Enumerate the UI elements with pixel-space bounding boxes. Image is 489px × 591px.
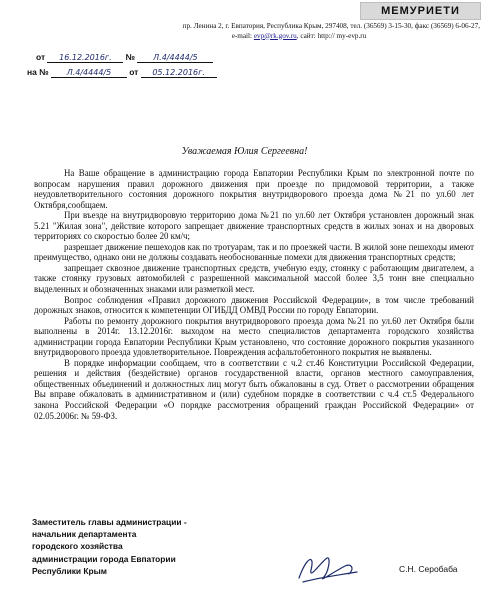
position-line: Заместитель главы администрации -: [32, 517, 187, 527]
letter-body: [34, 168, 474, 421]
letterhead-address: [118, 22, 480, 41]
out-from-label: от: [36, 52, 46, 62]
in-number-handwritten: Л.4/4444/5: [51, 68, 127, 78]
contact-line: [118, 32, 480, 42]
paragraph: На Ваше обращение в администрацию города Евпатории Республики Крым по электронной почте по вопросам нарушения правил дорожного движения при проезде по придомовой территории, а также неудовлетворительного состояния дорожного покрытия внутридворового проезда дома №21 по ул.60 лет Октября,сообщаем.: [34, 168, 474, 210]
position-line: Республики Крым: [32, 565, 107, 576]
paragraph: В порядке информации сообщаем, что в соответствии с ч.2 ст.46 Конституции Российской Федерации, решения и действия (бездействие) органов государственной власти, органов местного самоуправления, общественных объединений и должностных лиц могут быть обжалованы в суд. Ответ о рассмотрении обращения Вы вправе обжаловать в административном и (или) судебном порядке в соответствии с ч.4 ст.5 Федерального закона Российской Федерации «О порядке рассмотрения обращений граждан Российской Федерации» от 02.05.2006г. № 59-ФЗ.: [34, 357, 474, 421]
salutation: Уважаемая Юлия Сергеевна!: [181, 146, 308, 157]
outgoing-registration: [36, 52, 213, 63]
in-date-handwritten: 05.12.2016г.: [141, 68, 217, 78]
out-no-label: №: [125, 52, 136, 62]
email-link[interactable]: evp@rk.gov.ru: [253, 31, 297, 40]
email-label: e-mail:: [231, 31, 253, 40]
in-from-label: от: [129, 67, 139, 77]
position-line: начальник департамента: [32, 529, 137, 540]
out-date-handwritten: 16.12.2016г.: [47, 53, 123, 63]
signatory-position: [32, 516, 232, 577]
paragraph: запрещает сквозное движение транспортных средств, учебную езду, стоянку с работающим двигателем, а также стоянку грузовых автомобилей с разрешенной максимальной массой более 3,5 тонн вне специально выделенных и обозначенных знаками или разметкой мест.: [34, 262, 474, 295]
paragraph: При въезде на внутридворовую территорию дома №21 по ул.60 лет Октября установлен дорожный знак 5.21 "Жилая зона", действие которого запрещает движение транспортных средств в жилых зонах и на дворовых территориях со скоростью более 20 км/ч;: [34, 210, 474, 242]
incoming-registration: [27, 67, 217, 78]
position-line: городского хозяйства: [32, 541, 123, 552]
paragraph: Работы по ремонту дорожного покрытия внутридворового проезда дома №21 по ул.60 лет Октября были выполнены в 2014г. 13.12.2016г. выходом на место специалистов департамента городского хозяйства администрации города Евпатории Республики Крым установлено, что состояние дорожного покрытия указанного внутридворового проезда удовлетворительное. Повреждения асфальтобетонного покрытия не выявлены.: [34, 315, 474, 358]
handwritten-signature-icon: [293, 548, 363, 588]
signatory-name: С.Н. Серобаба: [399, 564, 458, 574]
address-line: пр. Ленина 2, г. Евпатория, Республика Крым, 297408, тел. (36569) 3-15-30, факс (36569) 6-06-27,: [182, 22, 480, 30]
paragraph: Вопрос соблюдения «Правил дорожного движения Российской Федерации», в том числе требований дорожных знаков, относится к компетенции ОГИБДД ОМВД России по городу Евпатории.: [34, 294, 474, 316]
position-line: администрации города Евпатории: [32, 553, 176, 564]
in-no-label: на №: [27, 67, 49, 77]
header-badge: МЕМУРИЕТИ: [360, 2, 481, 20]
paragraph: разрешает движение пешеходов как по тротуарам, так и по проезжей части. В жилой зоне пешеходы имеют преимущество, однако они не должны создавать необоснованные помехи для движения транспортных средств;: [34, 241, 474, 263]
out-number-handwritten: Л.4/4444/5: [137, 53, 213, 63]
site-text: , сайт: http:// my-evp.ru: [296, 31, 367, 40]
